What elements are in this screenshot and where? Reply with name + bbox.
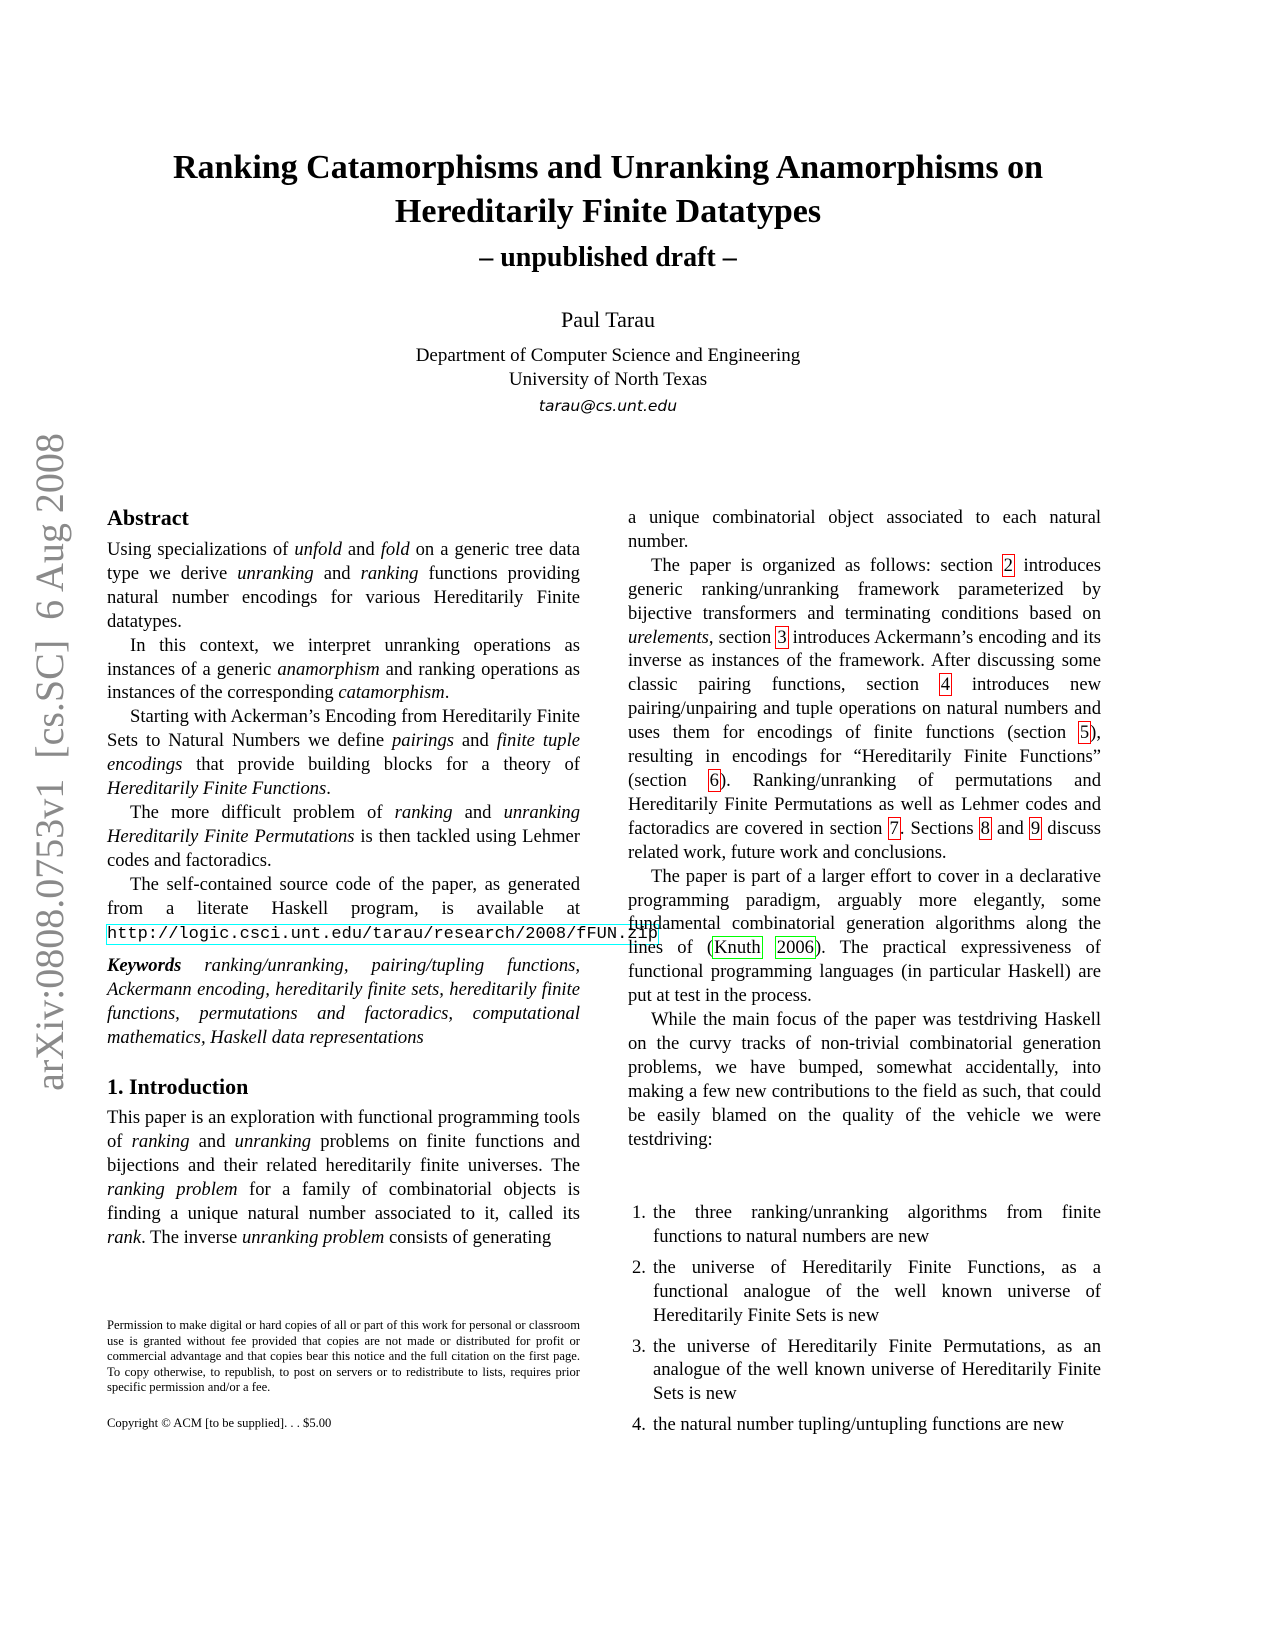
emphasis: unfold [294, 539, 342, 560]
text: ). Ranking/unranking of permutations and Hereditarily Finite Permutations as well as Lehmer codes and factoradics are covered in section [628, 769, 1101, 839]
keywords-text [107, 954, 580, 1050]
emphasis: catamorphism [338, 682, 445, 704]
section-link[interactable]: 6 [709, 769, 719, 791]
list-text: the three ranking/unranking algorithms from finite functions to natural numbers are new [653, 1202, 1101, 1247]
emphasis: unranking problem [241, 1226, 385, 1248]
text: This paper is an exploration with functional programming tools of [107, 1107, 580, 1152]
list-text: the universe of Hereditarily Finite Functions, as a functional analogue of the well known universe of Hereditarily Finite Sets is new [653, 1256, 1101, 1326]
title-line: Hereditarily Finite Datatypes [394, 193, 822, 230]
emphasis: pairings [392, 730, 454, 752]
text: Starting with Ackerman’s Encoding from Hereditarily Finite Sets to Natural Numbers we define [107, 706, 580, 752]
section-link[interactable]: 2 [1003, 554, 1013, 576]
list-item [628, 1335, 1101, 1407]
emphasis: unranking [237, 562, 314, 584]
emphasis: ranking/unranking, pairing/tupling functions, Ackermann encoding, hereditarily finite sets, hereditarily finite functions, permutations and factoradics, computational mathematics, Haskell data representations [107, 955, 580, 1048]
section-link[interactable]: 3 [777, 626, 787, 648]
keywords [107, 954, 580, 1050]
text: The paper is organized as follows: section [651, 554, 1003, 576]
paper-title [0, 146, 1216, 234]
emphasis: ranking [394, 801, 453, 823]
title-line: Ranking Catamorphisms and Unranking Anamorphisms on [172, 149, 1044, 186]
text: . [326, 778, 331, 800]
text: , section [708, 626, 777, 648]
text: is then tackled using Lehmer codes and factoradics. [107, 825, 580, 871]
text: . The inverse [141, 1226, 242, 1248]
list-text: the natural number tupling/untupling functions are new [653, 1414, 1065, 1436]
source-url-link[interactable]: http://logic.csci.unt.edu/tarau/research/2008/fFUN.zip [107, 924, 658, 944]
text: The self-contained source code of the paper, as generated from a literate Haskell program, is available at [107, 873, 580, 919]
emphasis: finite tuple encodings [107, 730, 580, 776]
affiliation-university: University of North Texas [508, 369, 708, 390]
introduction-body [107, 1106, 580, 1249]
body-paragraph [628, 865, 1101, 1008]
section-link[interactable]: 5 [1079, 722, 1090, 744]
text: and [452, 801, 504, 823]
body-paragraph [628, 506, 1101, 554]
author-name: Paul Tarau [561, 307, 655, 332]
text: and [990, 817, 1030, 839]
text: In this context, we interpret unranking operations as instances of a generic [107, 634, 580, 680]
text [762, 937, 776, 958]
arxiv-stamp: arXiv:0808.0753v1 [cs.SC] 6 Aug 2008 [27, 433, 72, 1091]
affiliation-department: Department of Computer Science and Engineering [415, 345, 801, 366]
contributions-list [628, 1201, 1101, 1444]
section-link[interactable]: 4 [940, 674, 951, 696]
text: The paper is part of a larger effort to cover in a declarative programming paradigm, arguably more elegantly, some fundamental combinatorial generation algorithms along the lines of ( [628, 865, 1101, 959]
text: and [454, 730, 497, 752]
text: that provide building blocks for a theory of [182, 754, 580, 776]
author-email: tarau@cs.unt.edu [538, 397, 678, 415]
text: and [313, 562, 361, 584]
text: and [341, 539, 381, 560]
emphasis: anamorphism [277, 658, 380, 680]
abstract-body [107, 538, 658, 946]
section-link[interactable]: 9 [1030, 817, 1041, 839]
section-link[interactable]: 8 [980, 817, 990, 839]
introduction-paragraph [107, 1106, 580, 1249]
text: . Sections [899, 817, 980, 839]
list-number: 1. [632, 1202, 646, 1223]
text: and ranking operations as instances of the corresponding [107, 658, 581, 704]
emphasis: Hereditarily Finite Functions [107, 778, 327, 800]
list-item [628, 1201, 1101, 1249]
list-text: the universe of Hereditarily Finite Permutations, as an analogue of the well known universe of Hereditarily Finite Sets is new [653, 1335, 1101, 1405]
text: for a family of combinatorial objects is finding a unique natural number associated to it, called its [107, 1178, 580, 1224]
list-number: 4. [632, 1414, 646, 1436]
copyright-notice: Copyright © ACM [to be supplied]. . . $5.00 [107, 1416, 332, 1430]
permission-footnote: Permission to make digital or hard copies of all or part of this work for personal or classroom use is granted without fee provided that copies are not made or distributed for profit or commercial advantage and that copies bear this notice and the full citation on the first page. To copy otherwise, to republish, to post on servers or to redistribute to lists, requires prior specific permission and/or a fee. [107, 1318, 580, 1395]
bold-italic-text: Keywords [107, 955, 182, 976]
body-paragraph [628, 554, 1101, 865]
text: and [189, 1130, 235, 1152]
emphasis: rank [107, 1226, 142, 1248]
text: on a generic tree data type we derive [107, 539, 580, 584]
text: a unique combinatorial object associated to each natural number. [628, 507, 1101, 552]
emphasis: ranking problem [107, 1178, 238, 1200]
abstract-paragraph [107, 634, 580, 706]
abstract-paragraph [107, 873, 658, 947]
emphasis: ranking [131, 1130, 190, 1152]
introduction-heading: 1. Introduction [107, 1074, 249, 1099]
abstract-paragraph [107, 538, 580, 634]
section-link[interactable]: 7 [889, 817, 899, 839]
emphasis: ranking [360, 562, 419, 584]
text: functions providing natural number encodings for various Hereditarily Finite datatypes. [107, 562, 580, 632]
citation-link[interactable]: 2006 [776, 937, 814, 959]
citation-link[interactable]: Knuth [714, 937, 761, 959]
subtitle: – unpublished draft – [479, 242, 737, 273]
right-column-body [628, 506, 1101, 1151]
abstract-paragraph [107, 801, 580, 873]
list-item [628, 1413, 1101, 1437]
list-number: 2. [632, 1256, 646, 1278]
abstract-paragraph [107, 705, 580, 801]
body-paragraph [628, 1008, 1101, 1151]
text: The more difficult problem of [130, 801, 395, 823]
text: problems on finite functions and bijections and their related hereditarily finite universes. The [107, 1130, 580, 1176]
text: consists of generating [384, 1226, 552, 1248]
text: While the main focus of the paper was testdriving Haskell on the curvy tracks of non-trivial combinatorial generation problems, we have bumped, somewhat accidentally, into making a few new contributions to the field as such, that could be easily blamed on the quality of the vehicle we were testdriving: [628, 1009, 1101, 1150]
text: ), resulting in encodings for “Hereditarily Finite Functions” (section [628, 722, 1101, 791]
emphasis: unranking Hereditarily Finite Permutations [107, 801, 580, 847]
text: discuss related work, future work and conclusions. [628, 817, 1102, 863]
text: . [444, 682, 450, 704]
abstract-heading: Abstract [107, 505, 189, 530]
text: introduces new pairing/unpairing and tuple operations on natural numbers and uses them for encodings of finite functions (section [628, 674, 1101, 744]
text: introduces generic ranking/unranking framework parameterized by bijective transformers and terminating conditions based on [628, 554, 1101, 624]
text: ). The practical expressiveness of functional programming languages (in particular Haskell) are put at test in the process. [628, 937, 1101, 1007]
list-item [628, 1256, 1101, 1328]
text: Using specializations of [107, 539, 295, 560]
emphasis: urelements [628, 626, 709, 648]
emphasis: unranking [234, 1130, 312, 1152]
list-number: 3. [632, 1335, 646, 1357]
text: introduces Ackermann’s encoding and its inverse as instances of the framework. After discussing some classic pairing functions, section [628, 626, 1101, 696]
emphasis: fold [380, 539, 410, 560]
